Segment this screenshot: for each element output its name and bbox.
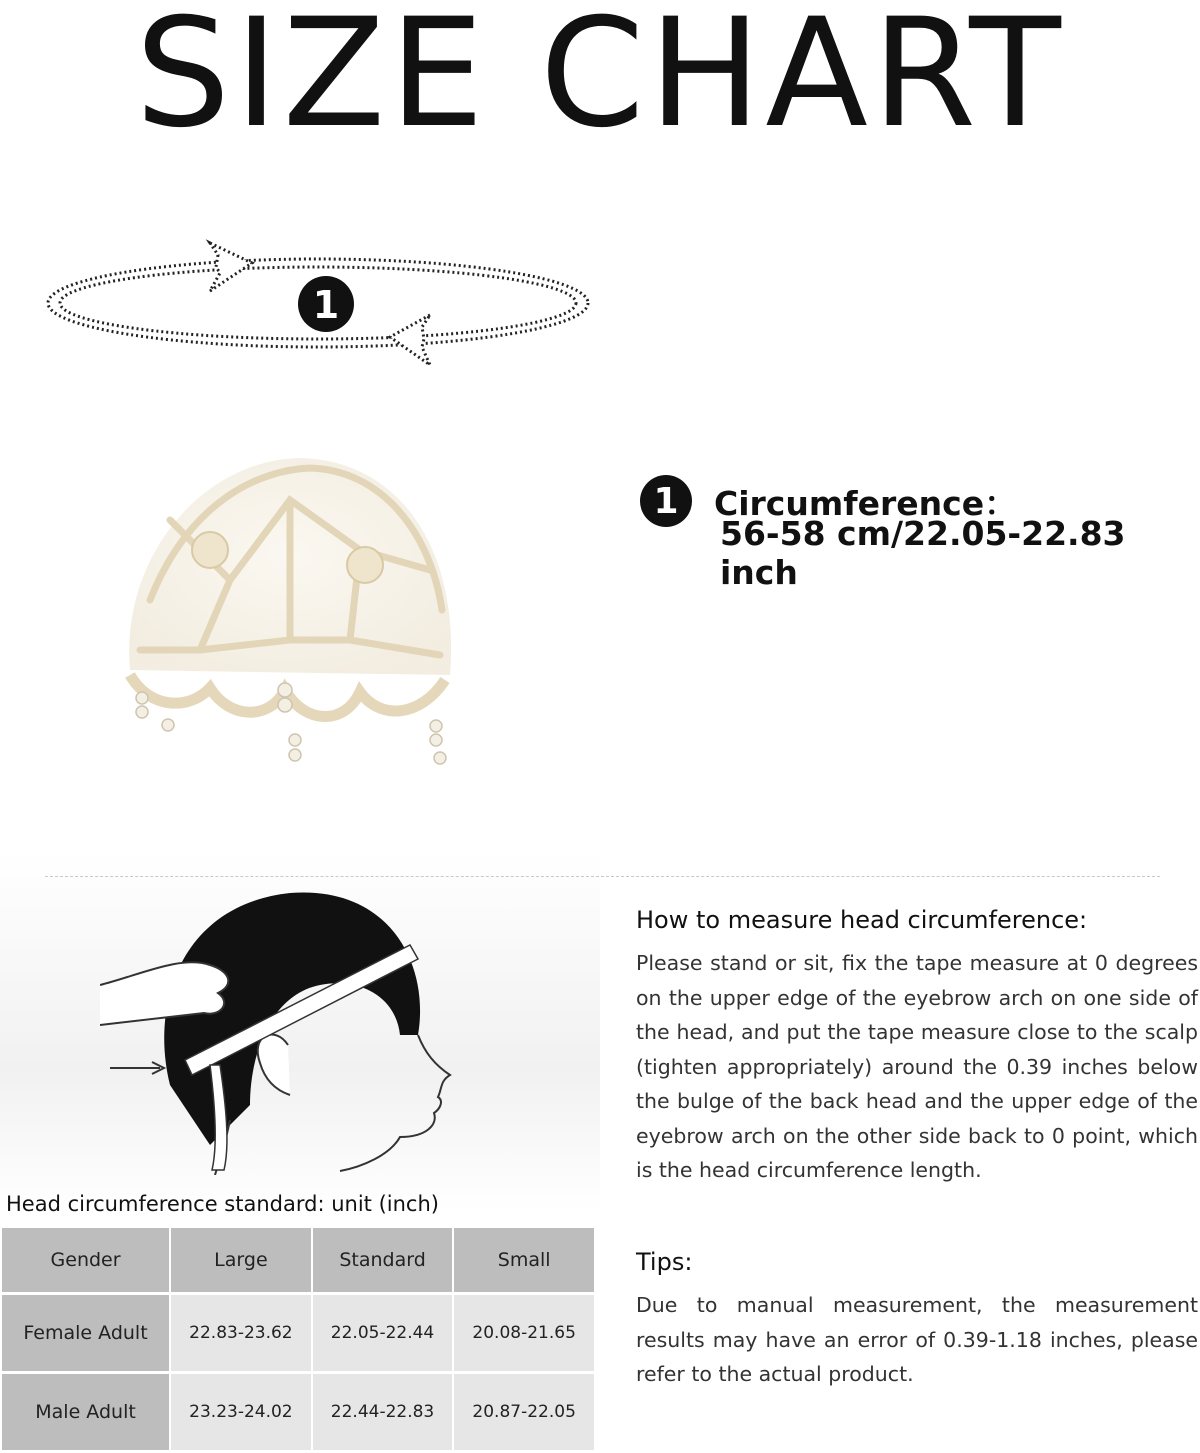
measure-heading: How to measure head circumference: bbox=[636, 906, 1088, 934]
number-one-icon: 1 bbox=[640, 475, 692, 527]
crochet-hat-illustration bbox=[110, 440, 470, 780]
head-measurement-illustration bbox=[100, 885, 480, 1175]
cell-gender: Male Adult bbox=[2, 1374, 169, 1450]
cell-small: 20.87-22.05 bbox=[454, 1374, 594, 1450]
cell-small: 20.08-21.65 bbox=[454, 1295, 594, 1371]
cell-standard: 22.05-22.44 bbox=[313, 1295, 453, 1371]
header-gender: Gender bbox=[2, 1228, 169, 1292]
circumference-label: Circumference： bbox=[714, 483, 1018, 523]
tips-body: Due to manual measurement, the measurement results may have an error of 0.39-1.18 inches, please refer to the actual product. bbox=[636, 1293, 1198, 1386]
circumference-spec bbox=[640, 476, 1200, 592]
size-table-title: Head circumference standard: unit (inch) bbox=[6, 1192, 439, 1216]
header-large: Large bbox=[171, 1228, 311, 1292]
tips-section bbox=[636, 1248, 1198, 1392]
cell-large: 23.23-24.02 bbox=[171, 1374, 311, 1450]
table-row bbox=[2, 1374, 594, 1450]
circumference-value: 56-58 cm/22.05-22.83 inch bbox=[720, 514, 1126, 592]
header-small: Small bbox=[454, 1228, 594, 1292]
cell-standard: 22.44-22.83 bbox=[313, 1374, 453, 1450]
circumference-ring-diagram bbox=[40, 225, 600, 390]
cell-large: 22.83-23.62 bbox=[171, 1295, 311, 1371]
size-table bbox=[0, 1225, 596, 1453]
ring-marker-number: 1 bbox=[312, 283, 340, 327]
cell-gender: Female Adult bbox=[2, 1295, 169, 1371]
section-divider bbox=[45, 876, 1160, 877]
tips-heading: Tips: bbox=[636, 1248, 693, 1276]
page-title: SIZE CHART bbox=[135, 0, 1065, 161]
table-row bbox=[2, 1295, 594, 1371]
table-header-row bbox=[2, 1228, 594, 1292]
measure-instructions bbox=[636, 906, 1198, 1188]
measure-body: Please stand or sit, fix the tape measure at 0 degrees on the upper edge of the eyebrow arch on one side of the head, and put the tape measure close to the scalp (tighten appropriately) around the 0.39 inches below the bulge of the back head and the upper edge of the eyebrow arch on the other side back to 0 point, which is the head circumference length. bbox=[636, 951, 1198, 1182]
header-standard: Standard bbox=[313, 1228, 453, 1292]
